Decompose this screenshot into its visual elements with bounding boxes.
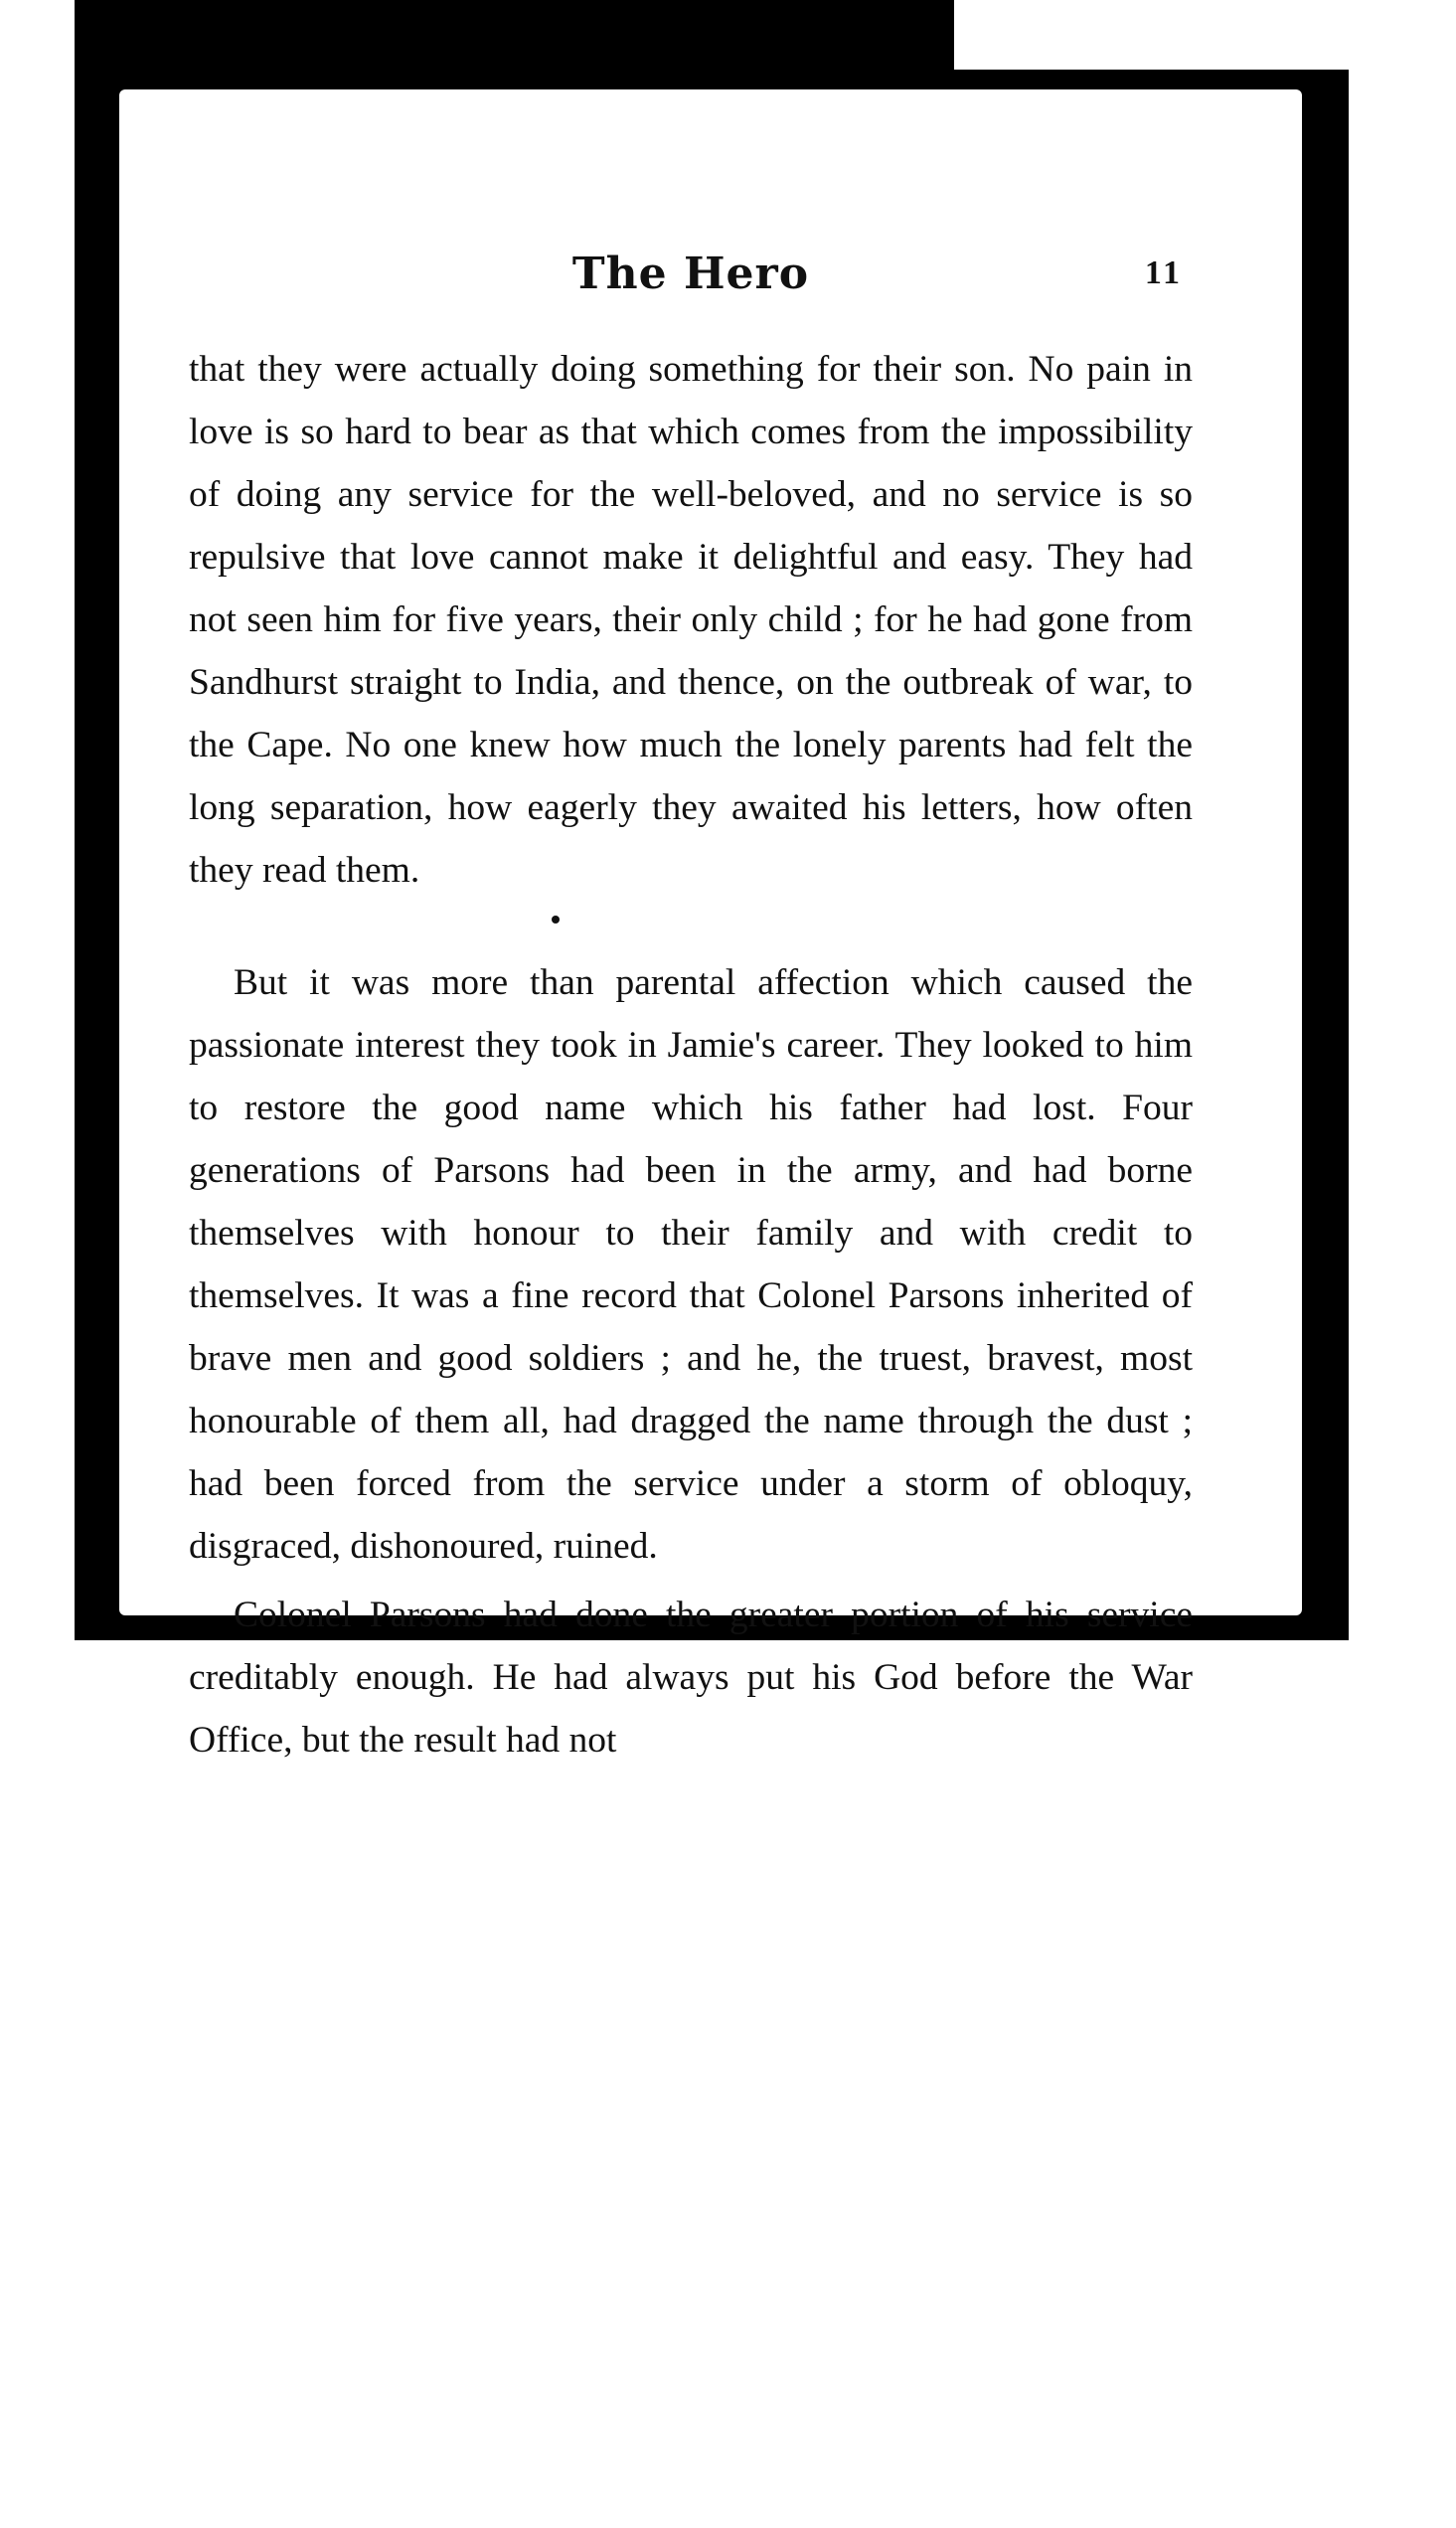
page-number: 11 xyxy=(1144,254,1183,291)
section-gap xyxy=(189,933,1193,951)
paragraph-1: that they were actually doing something for their son. No pain in love is so hard to bear as that which comes from the impossibility of doing any service for the well-beloved, and no service is so repulsive that love cannot make it delightful and easy. They had not seen him for five years, their only child ; for he had gone from Sandhurst straight to India, and thence, on the outbreak of war, to the Cape. No one knew how much the lonely parents had felt the long separation, how eagerly they awaited his letters, how often they read them. xyxy=(189,349,1193,891)
paragraph-3: Colonel Parsons had done the greater portion of his service creditably enough. He had always put his God before the War Office, but the result had not xyxy=(189,1595,1193,1761)
paragraph-2: But it was more than parental affection which caused the passionate interest they took in Jamie's career. They looked to him to restore the good name which his father had lost. Four generations of Parsons had been in the army, and had borne themselves with honour to their family and with credit to themselves. It was a fine record that Colonel Parsons inherited of brave men and good soldiers ; and he, the truest, bravest, most honourable of them all, had dragged the name through the dust ; had been forced from the service under a storm of obloquy, disgraced, dishonoured, ruined. xyxy=(189,962,1193,1567)
scan-edge-notch xyxy=(954,0,1349,70)
running-head xyxy=(189,249,1193,338)
section-break-dot xyxy=(552,916,560,924)
running-title: The Hero xyxy=(571,249,810,299)
page-content xyxy=(189,249,1193,1771)
